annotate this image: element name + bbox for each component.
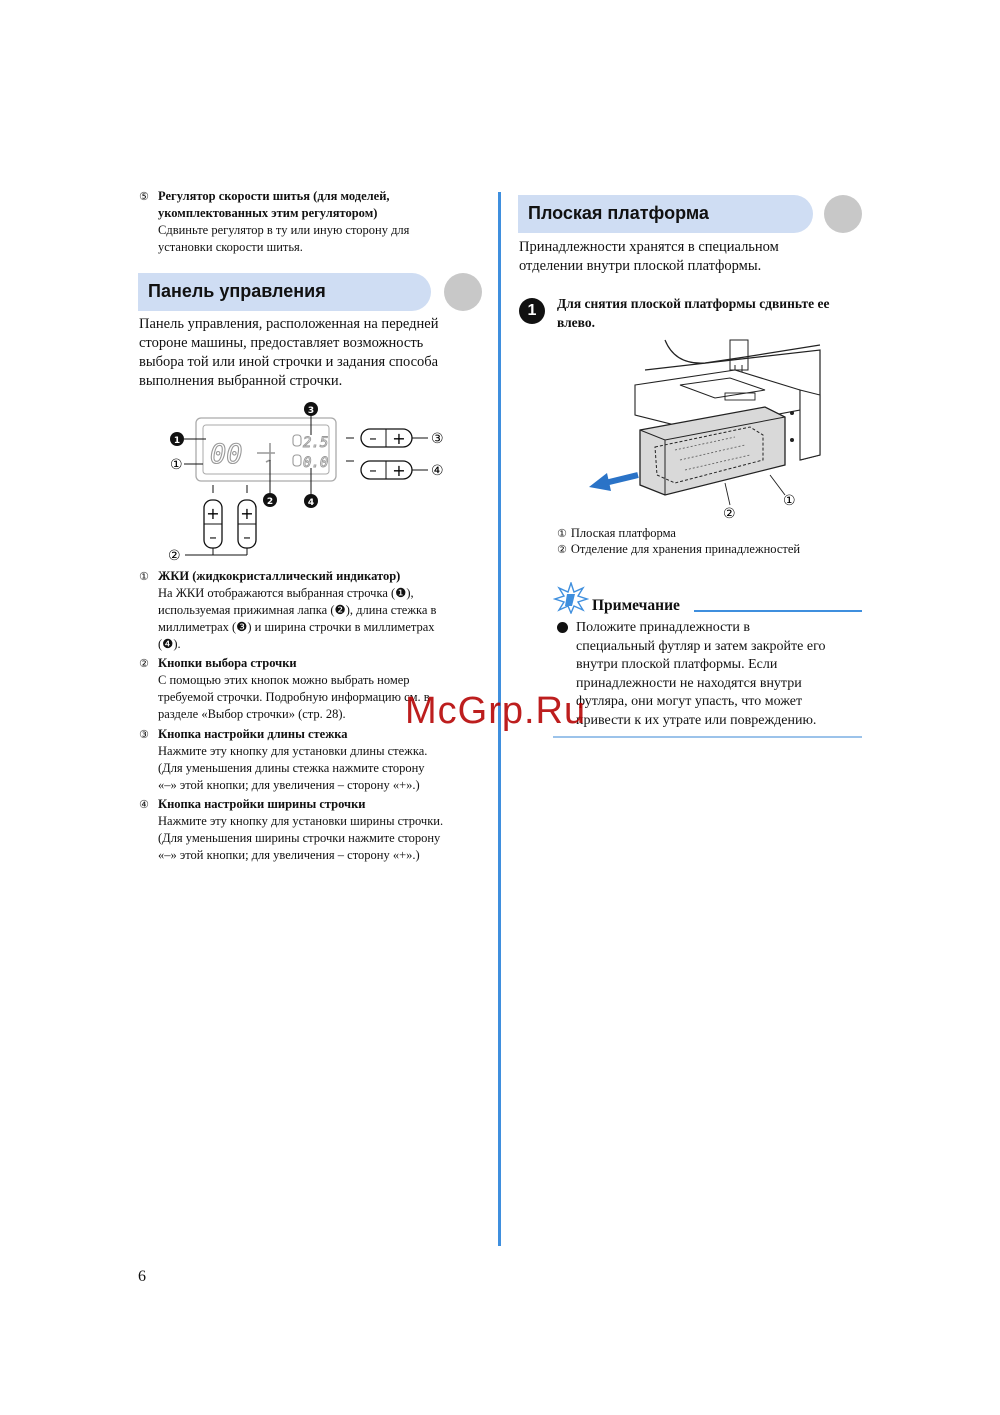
svg-text:+: + <box>392 429 406 448</box>
label-3: ③ <box>431 431 444 447</box>
label-2: ② <box>168 548 181 563</box>
speed-controller-item <box>139 188 484 256</box>
note-title: Примечание <box>592 597 680 614</box>
stitch-width-item: ④ Кнопка настройки ширины строчки Нажмите эту кнопку для установки ширины строчки. (Для уменьшения ширины строчки нажмите сторону «–» этой кнопки; для увеличения – сторону «+».) <box>139 797 444 862</box>
svg-text:–: – <box>369 429 377 447</box>
header-tab-decoration <box>824 195 862 233</box>
section-title: Плоская платформа <box>528 203 709 223</box>
section-title: Панель управления <box>148 281 326 301</box>
figure-label-2: ② <box>723 506 736 522</box>
note-body: Положите принадлежности в специальный футляр и затем закройте его внутри плоской платформы. Если принадлежности не находятся внутри футляра, они могут упасть, что может привести к их утрате или повреждению. <box>576 620 826 728</box>
svg-text:–: – <box>369 461 377 479</box>
stitch-length-item: ③ Кнопка настройки длины стежка Нажмите эту кнопку для установки длины стежка. (Для уменьшения длины стежка нажмите сторону «–» этой кнопки; для увеличения – сторону «+».) <box>139 727 428 792</box>
pattern-buttons-item: ② Кнопки выбора строчки С помощью этих кнопок можно выбрать номер требуемой строчки. Подробную информацию см. в разделе «Выбор строчки» (стр. 28). <box>139 656 430 721</box>
item-body: Сдвиньте регулятор в ту или иную сторону для установки скорости шитья. <box>158 223 410 254</box>
presser-foot-icon <box>257 443 275 462</box>
label-4: ④ <box>431 463 444 479</box>
note-bullet <box>557 622 568 633</box>
label-1: ① <box>170 457 183 473</box>
svg-text:2: 2 <box>266 497 274 507</box>
note-bottom-rule <box>553 736 862 738</box>
section-header-flat-bed <box>518 195 862 233</box>
flat-bed-intro: Принадлежности хранятся в специальном отделении внутри плоской платформы. <box>519 239 779 274</box>
lcd-item: ① ЖКИ (жидкокристаллический индикатор) На ЖКИ отображаются выбранная строчка (❶), используемая прижимная лапка (❷), длина стежка в миллиметрах (❸) и ширина строчки в миллиметрах (❹). <box>139 569 437 651</box>
svg-text:+: + <box>392 461 406 480</box>
item-heading: Регулятор скорости шитья (для моделей, укомплектованных этим регулятором) <box>158 189 390 220</box>
item-number: ⑤ <box>139 190 149 203</box>
section-header-control-panel <box>138 273 482 311</box>
length-icon <box>293 435 301 446</box>
length-value: 2.5 <box>303 435 329 451</box>
svg-text:+: + <box>206 504 220 523</box>
width-icon <box>293 455 301 466</box>
control-panel-intro: Панель управления, расположенная на передней стороне машины, предоставляет возможность выбора той или иной строчки и задания способа выполнения выбранной строчки. <box>139 316 439 389</box>
step-1-badge: 1 <box>519 298 545 324</box>
caption-flat-bed: ① Плоская платформа <box>557 526 676 540</box>
figure-label-1: ① <box>783 493 796 509</box>
svg-text:3: 3 <box>307 406 315 416</box>
svg-text:1: 1 <box>173 436 181 446</box>
slide-left-arrow <box>605 475 638 483</box>
lcd-pattern-digits: 00 <box>210 439 243 470</box>
header-tab-decoration <box>444 273 482 311</box>
watermark-text: McGrp.Ru <box>405 690 587 732</box>
control-panel-diagram <box>150 398 460 563</box>
note-title-rule <box>694 610 862 612</box>
note-icon <box>553 582 589 614</box>
step-1-text: Для снятия плоской платформы сдвиньте ее влево. <box>557 296 830 330</box>
width-value: 0.0 <box>303 455 329 471</box>
flat-bed-illustration <box>585 335 825 525</box>
caption-storage: ② Отделение для хранения принадлежностей <box>557 542 801 556</box>
svg-text:–: – <box>209 528 217 546</box>
page-number: 6 <box>138 1268 146 1285</box>
svg-text:–: – <box>243 528 251 546</box>
svg-text:+: + <box>240 504 254 523</box>
svg-text:4: 4 <box>307 498 315 508</box>
